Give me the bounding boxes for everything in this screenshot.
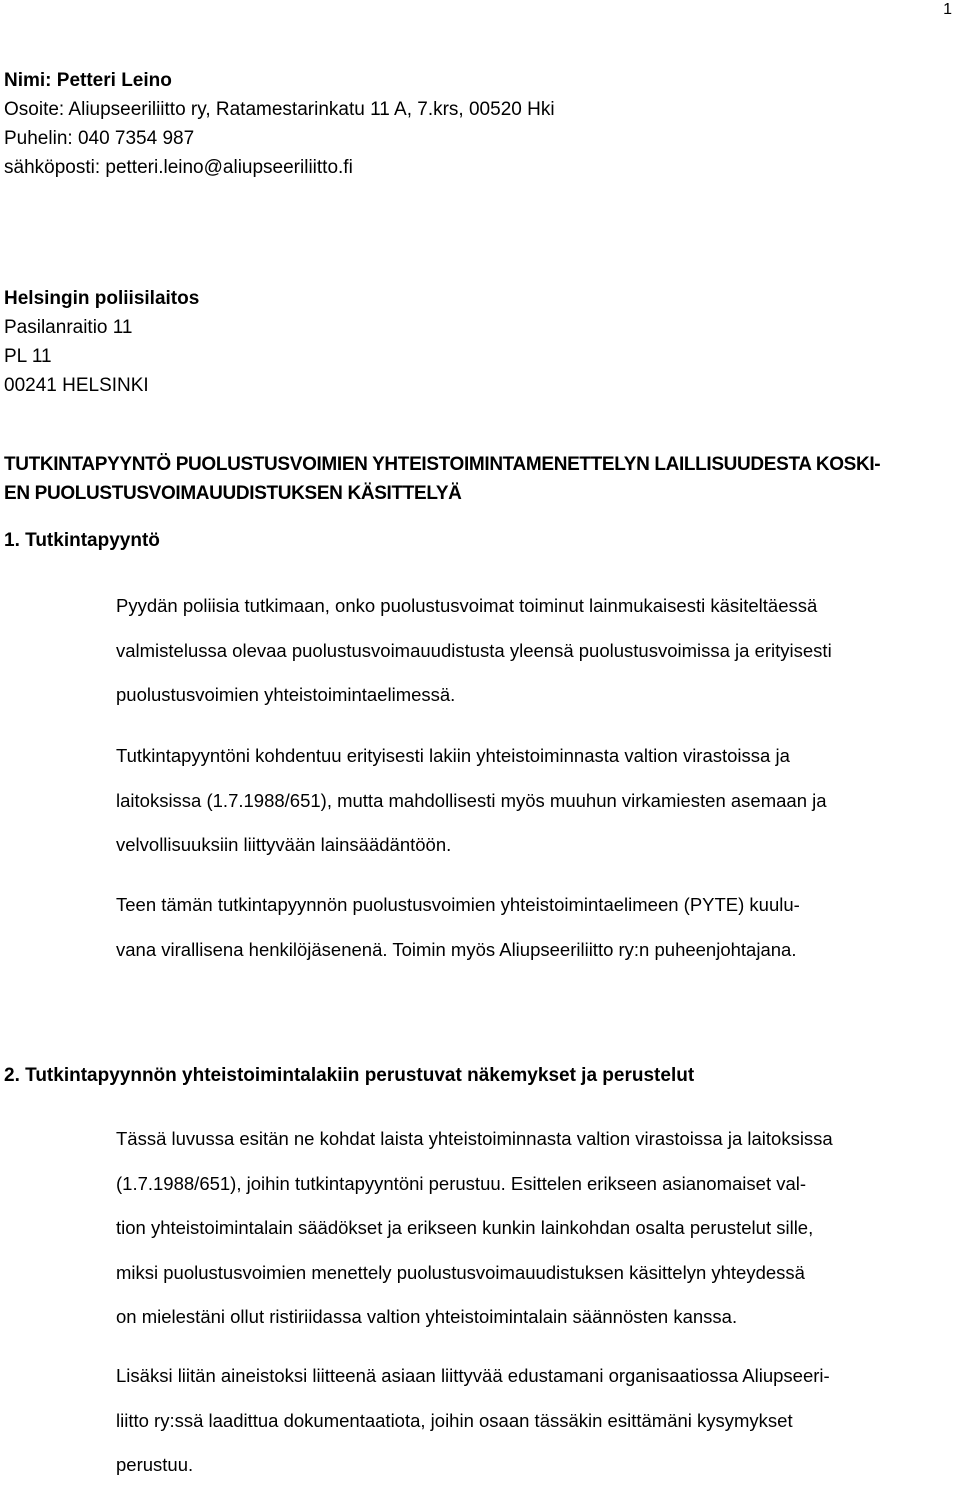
recipient-street: Pasilanraitio 11 — [4, 317, 133, 338]
section-2-heading: 2. Tutkintapyynnön yhteistoimintalakiin perustuvat näkemykset ja perustelut — [4, 1065, 695, 1086]
text-line: miksi puolustusvoimien menettely puolustusvoimauudistuksen käsittelyn yhteydessä — [116, 1261, 805, 1283]
sender-block — [4, 66, 555, 182]
text-line: Tutkintapyyntöni kohdentuu erityisesti lakiin yhteistoiminnasta valtion virastoissa ja — [116, 745, 790, 766]
text-line: on mielestäni ollut ristiriidassa valtion yhteistoimintalain säännösten kanssa. — [116, 1306, 738, 1328]
recipient-po-box: PL 11 — [4, 346, 52, 367]
sender-address: Osoite: Aliupseeriliitto ry, Ratamestarinkatu 11 A, 7.krs, 00520 Hki — [4, 99, 555, 120]
page-number: 1 — [943, 1, 952, 18]
text-line: tion yhteistoimintalain säädökset ja erikseen kunkin lainkohdan osalta perustelut sille, — [116, 1217, 814, 1239]
text-line: Lisäksi liitän aineistoksi liitteenä asiaan liittyvää edustamani organisaatiossa Aliupseeri- — [116, 1365, 830, 1386]
sender-name: Nimi: Petteri Leino — [4, 70, 172, 91]
section-2-paragraph-2 — [116, 1354, 956, 1488]
recipient-block — [4, 284, 199, 400]
text-line: Teen tämän tutkintapyynnön puolustusvoimien yhteistoimintaelimeen (PYTE) kuulu- — [116, 894, 800, 915]
recipient-postal: 00241 HELSINKI — [4, 375, 149, 396]
section-2-paragraph-1 — [116, 1117, 956, 1340]
sender-phone: Puhelin: 040 7354 987 — [4, 128, 195, 149]
text-line: puolustusvoimien yhteistoimintaelimessä. — [116, 684, 456, 706]
document-title — [4, 450, 954, 508]
text-line: Tässä luvussa esitän ne kohdat laista yhteistoiminnasta valtion virastoissa ja laitoksissa — [116, 1128, 833, 1149]
text-line: laitoksissa (1.7.1988/651), mutta mahdollisesti myös muuhun virkamiesten asemaan ja — [116, 789, 827, 811]
document-title-line: TUTKINTAPYYNTÖ PUOLUSTUSVOIMIEN YHTEISTOIMINTAMENETTELYN LAILLISUUDESTA KOSKI- — [4, 454, 881, 475]
text-line: Pyydän poliisia tutkimaan, onko puolustusvoimat toiminut lainmukaisesti käsiteltäessä — [116, 595, 818, 616]
text-line: liitto ry:ssä laadittua dokumentaatiota, joihin osaan tässäkin esittämäni kysymykset — [116, 1409, 793, 1431]
text-line: (1.7.1988/651), joihin tutkintapyyntöni perustuu. Esittelen erikseen asianomaiset val- — [116, 1172, 807, 1194]
document-title-line: EN PUOLUSTUSVOIMAUUDISTUKSEN KÄSITTELYÄ — [4, 483, 462, 504]
text-line: velvollisuuksiin liittyvään lainsäädäntöön. — [116, 834, 452, 856]
section-1-heading: 1. Tutkintapyyntö — [4, 530, 160, 551]
text-line: valmistelussa olevaa puolustusvoimauudistusta yleensä puolustusvoimissa ja erityisesti — [116, 639, 832, 661]
section-1-paragraph-1 — [116, 584, 956, 718]
sender-email: sähköposti: petteri.leino@aliupseeriliitto.fi — [4, 157, 353, 178]
section-1-paragraph-3 — [116, 883, 956, 972]
text-line: perustuu. — [116, 1454, 194, 1476]
text-line: vana virallisena henkilöjäsenenä. Toimin myös Aliupseeriliitto ry:n puheenjohtajana. — [116, 938, 797, 960]
section-1-paragraph-2 — [116, 734, 956, 868]
recipient-organization: Helsingin poliisilaitos — [4, 288, 200, 309]
